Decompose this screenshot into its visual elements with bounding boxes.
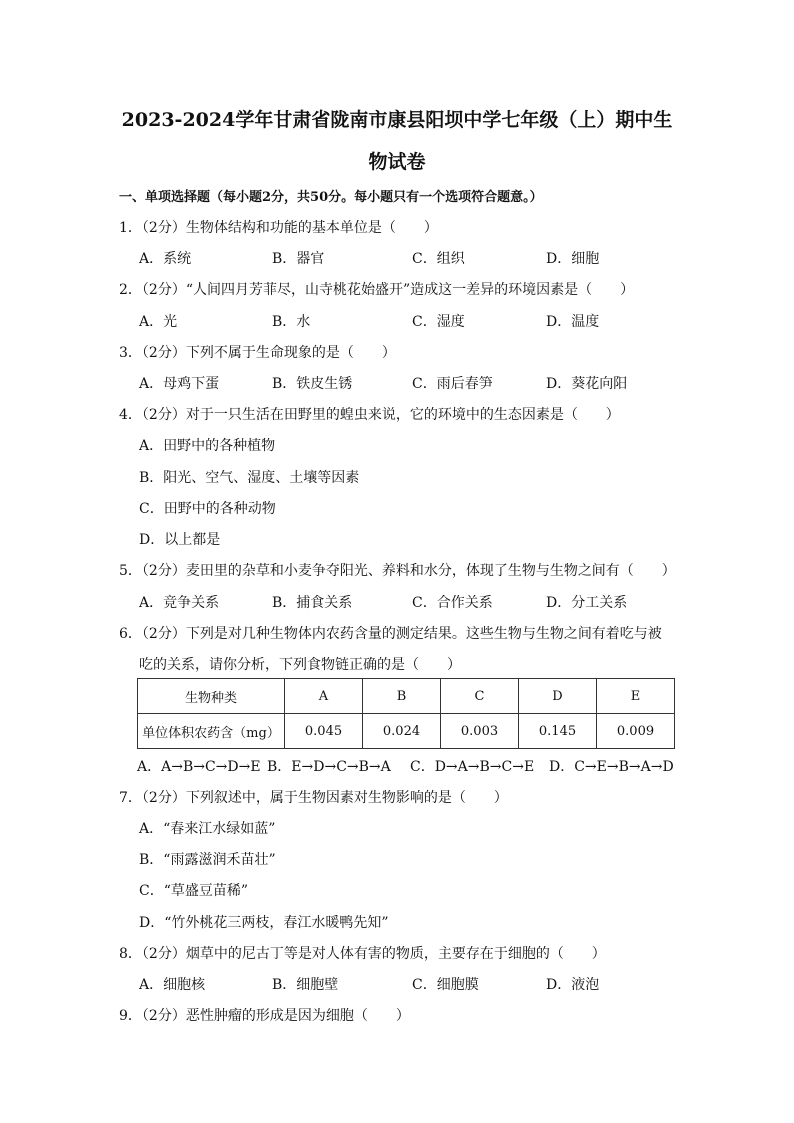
q3-option-b: B．铁皮生锈 (272, 376, 353, 392)
q5-option-b: B．捕食关系 (272, 595, 353, 611)
q4-option-a: A．田野中的各种植物 (139, 438, 276, 454)
q2-option-c: C．湿度 (412, 314, 465, 330)
question-5-stem: 5．（2分）麦田里的杂草和小麦争夺阳光、养料和水分，体现了生物与生物之间有（ ） (119, 563, 676, 579)
section-heading: 一、单项选择题（每小题2分，共50分。每小题只有一个选项符合题意。） (119, 190, 543, 205)
question-2-stem: 2．（2分）“人间四月芳菲尽，山寺桃花始盛开”造成这一差异的环境因素是（ ） (119, 282, 635, 298)
table-cell: 0.003 (441, 714, 519, 749)
table-header-row (138, 679, 675, 714)
q2-option-b: B．水 (272, 314, 311, 330)
exam-title-line-2: 物试卷 (368, 151, 426, 173)
pesticide-table (137, 678, 675, 749)
q8-option-a: A．细胞核 (139, 977, 206, 993)
table-cell: C (441, 679, 519, 714)
q4-option-c: C．田野中的各种动物 (139, 501, 276, 517)
q5-option-c: C．合作关系 (412, 595, 493, 611)
question-8-stem: 8．（2分）烟草中的尼古丁等是对人体有害的物质，主要存在于细胞的（ ） (119, 946, 606, 962)
q6-option-b: B．E→D→C→B→A (267, 759, 391, 775)
table-cell: 0.045 (285, 714, 363, 749)
question-4-stem: 4．（2分）对于一只生活在田野里的蝗虫来说，它的环境中的生态因素是（ ） (119, 407, 620, 423)
question-1-stem: 1．（2分）生物体结构和功能的基本单位是（ ） (119, 220, 438, 236)
table-cell: B (363, 679, 441, 714)
table-cell: 0.024 (363, 714, 441, 749)
q8-option-c: C．细胞膜 (412, 977, 479, 993)
q4-option-b: B．阳光、空气、湿度、土壤等因素 (139, 470, 360, 486)
table-cell: 0.145 (519, 714, 597, 749)
q7-option-b: B．“雨露滋润禾苗壮” (139, 852, 276, 868)
table-cell: E (597, 679, 675, 714)
q7-option-d: D．“竹外桃花三两枝，春江水暖鸭先知” (139, 915, 389, 931)
q1-option-d: D．细胞 (546, 251, 600, 267)
q1-option-a: A．系统 (139, 251, 192, 267)
table-cell: A (285, 679, 363, 714)
question-7-stem: 7．（2分）下列叙述中，属于生物因素对生物影响的是（ ） (119, 790, 508, 806)
table-row (138, 714, 675, 749)
table-cell: D (519, 679, 597, 714)
q3-option-d: D．葵花向阳 (546, 376, 628, 392)
q3-option-a: A．母鸡下蛋 (139, 376, 220, 392)
q7-option-c: C．“草盛豆苗稀” (139, 883, 249, 899)
q7-option-a: A．“春来江水绿如蓝” (139, 821, 276, 837)
exam-title-line-1: 2023-2024学年甘肃省陇南市康县阳坝中学七年级（上）期中生 (121, 109, 673, 131)
q4-option-d: D．以上都是 (139, 532, 221, 548)
question-6-stem-line-2: 吃的关系，请你分析，下列食物链正确的是（ ） (139, 657, 461, 673)
q1-option-b: B．器官 (272, 251, 325, 267)
q3-option-c: C．雨后春笋 (412, 376, 493, 392)
q6-option-c: C．D→A→B→C→E (410, 759, 535, 775)
table-cell: 0.009 (597, 714, 675, 749)
table-cell: 单位体积农药含（mg） (138, 714, 285, 749)
q2-option-a: A．光 (139, 314, 178, 330)
q1-option-c: C．组织 (412, 251, 465, 267)
table-cell: 生物种类 (138, 679, 285, 714)
q6-option-a: A．A→B→C→D→E (137, 759, 261, 775)
q5-option-a: A．竞争关系 (139, 595, 220, 611)
q5-option-d: D．分工关系 (546, 595, 628, 611)
q6-option-d: D．C→E→B→A→D (549, 759, 674, 775)
question-6-stem-line-1: 6．（2分）下列是对几种生物体内农药含量的测定结果。这些生物与生物之间有着吃与被 (119, 626, 662, 642)
q8-option-d: D．液泡 (546, 977, 600, 993)
question-3-stem: 3．（2分）下列不属于生命现象的是（ ） (119, 345, 396, 361)
question-9-stem: 9．（2分）恶性肿瘤的形成是因为细胞（ ） (119, 1008, 410, 1024)
q2-option-d: D．温度 (546, 314, 600, 330)
q8-option-b: B．细胞壁 (272, 977, 339, 993)
